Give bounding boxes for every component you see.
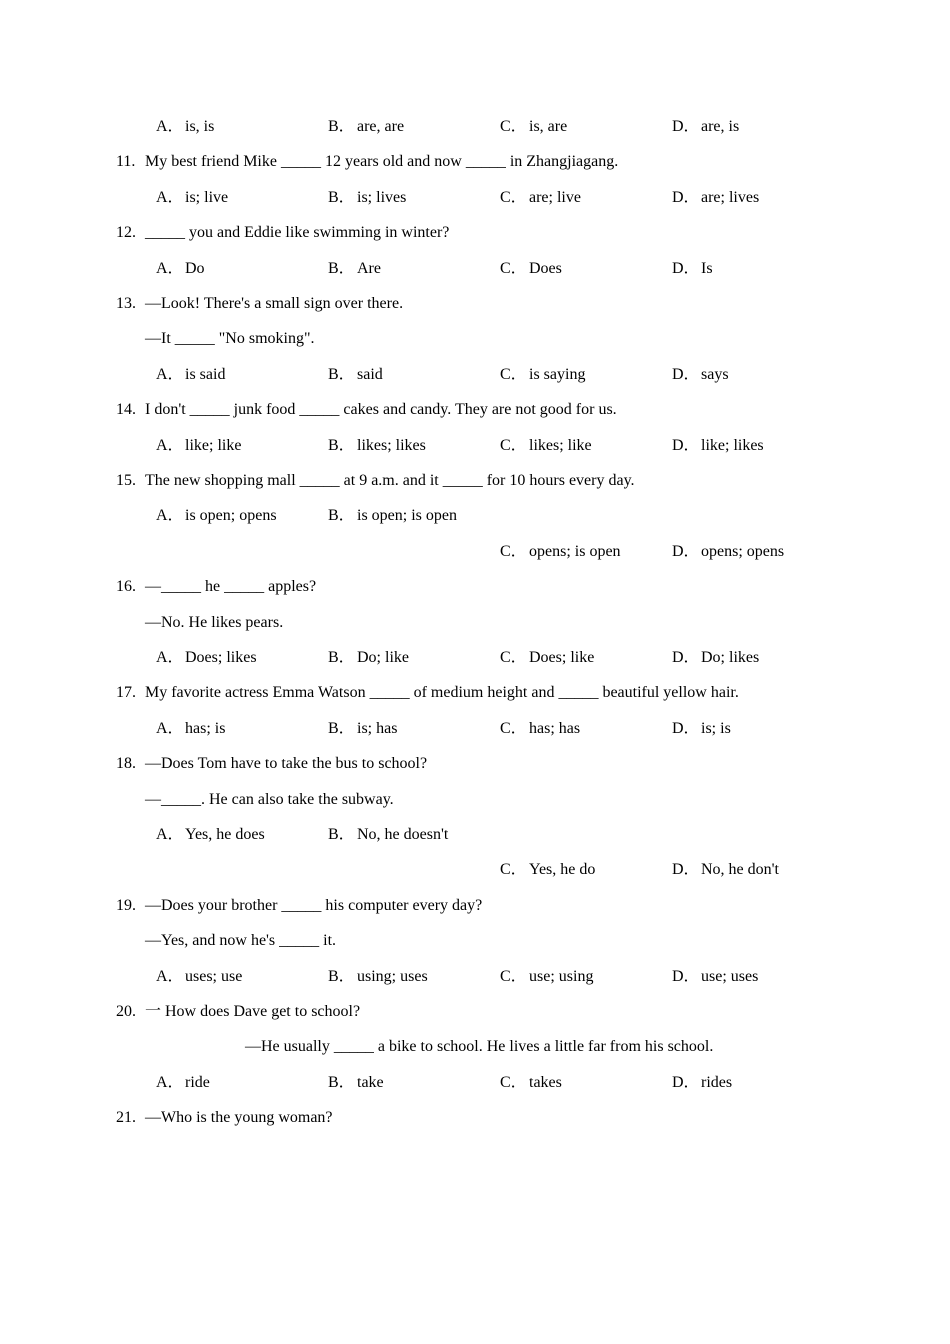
option-letter: C．	[500, 649, 527, 666]
question-text: The new shopping mall _____ at 9 a.m. and it _____ for 10 hours every day.	[145, 472, 635, 489]
question-text: I don't _____ junk food _____ cakes and candy. They are not good for us.	[145, 401, 617, 419]
option-text: likes; likes	[357, 436, 426, 454]
question-text: My favorite actress Emma Watson _____ of medium height and _____ beautiful yellow hair.	[145, 684, 739, 702]
question-number: 21.	[116, 1109, 136, 1127]
option-letter: B．	[328, 118, 355, 135]
option-letter: C．	[500, 719, 527, 737]
option-c	[500, 187, 581, 209]
option-d	[672, 718, 731, 740]
option-letter: B．	[328, 436, 355, 454]
question-number: 17.	[116, 684, 136, 702]
option-letter: D．	[672, 259, 700, 277]
option-a	[156, 505, 277, 527]
option-b	[328, 647, 409, 669]
option-letter: B．	[328, 719, 355, 737]
option-letter: A．	[156, 507, 184, 525]
dialogue-text: —Yes, and now he's _____ it.	[145, 932, 337, 950]
option-text: Do	[185, 259, 205, 277]
option-letter: D．	[672, 188, 700, 206]
option-text: Are	[357, 259, 381, 277]
option-d	[672, 435, 764, 457]
option-a	[156, 824, 265, 846]
option-b	[328, 364, 383, 386]
option-b	[328, 824, 448, 846]
question-number: 14.	[116, 401, 136, 419]
question-text: —Does your brother _____ his computer every day?	[145, 896, 483, 914]
option-c	[500, 435, 592, 457]
option-b	[328, 187, 406, 209]
option-text: is said	[185, 365, 226, 383]
question-number: 16.	[116, 578, 136, 596]
option-letter: B．	[328, 259, 355, 277]
option-text: uses; use	[185, 967, 243, 985]
option-letter: D．	[672, 365, 700, 383]
option-letter: B．	[328, 507, 355, 525]
question-text: My best friend Mike _____ 12 years old and now _____ in Zhangjiagang.	[145, 153, 619, 171]
option-a	[156, 1072, 210, 1094]
option-c	[500, 1072, 562, 1094]
option-d	[672, 541, 784, 563]
option-text: Does; like	[529, 649, 595, 666]
option-text: ride	[185, 1073, 210, 1091]
option-letter: B．	[328, 188, 355, 206]
question-text: —Does Tom have to take the bus to school?	[145, 755, 428, 773]
option-text: Does	[529, 259, 562, 277]
option-text: says	[701, 365, 729, 383]
option-text: Yes, he do	[529, 861, 596, 879]
question-number: 15.	[116, 472, 136, 489]
question-number: 18.	[116, 755, 136, 773]
option-b	[328, 435, 426, 457]
option-letter: B．	[328, 967, 355, 985]
option-letter: D．	[672, 542, 700, 560]
option-letter: D．	[672, 436, 700, 454]
option-letter: A．	[156, 719, 184, 737]
option-text: use; uses	[701, 967, 759, 985]
dialogue-text: —He usually _____ a bike to school. He lives a little far from his school.	[245, 1038, 714, 1056]
option-text: is saying	[529, 365, 586, 383]
option-letter: B．	[328, 365, 355, 383]
option-text: is open; opens	[185, 507, 277, 525]
option-d	[672, 258, 713, 280]
option-a	[156, 364, 225, 386]
option-text: like; likes	[701, 436, 764, 454]
option-text: is; has	[357, 719, 398, 737]
option-text: using; uses	[357, 967, 428, 985]
question-text: —Who is the young woman?	[145, 1109, 333, 1127]
option-b	[328, 966, 428, 988]
option-text: No, he don't	[701, 861, 779, 879]
option-text: opens; is open	[529, 542, 621, 560]
option-letter: B．	[328, 826, 355, 843]
option-b	[328, 258, 381, 280]
question-number: 11.	[116, 153, 136, 171]
option-d	[672, 187, 759, 209]
option-d	[672, 1072, 732, 1094]
option-text: Does; likes	[185, 649, 257, 666]
option-text: Is	[701, 259, 713, 277]
option-c	[500, 541, 621, 563]
option-text: said	[357, 365, 383, 383]
option-b	[328, 718, 397, 740]
option-text: is, are	[529, 118, 568, 135]
question-number: 20.	[116, 1003, 136, 1020]
option-a	[156, 435, 241, 457]
option-d	[672, 966, 758, 988]
option-letter: A．	[156, 967, 184, 985]
option-letter: C．	[500, 1073, 527, 1091]
option-letter: C．	[500, 861, 527, 879]
option-letter: C．	[500, 259, 527, 277]
option-c	[500, 647, 594, 669]
option-text: opens; opens	[701, 542, 785, 560]
option-c	[500, 364, 585, 386]
option-letter: B．	[328, 1073, 355, 1091]
option-c	[500, 718, 580, 740]
question-text: —Look! There's a small sign over there.	[145, 295, 404, 312]
option-text: is; lives	[357, 188, 407, 206]
option-letter: A．	[156, 118, 184, 135]
option-text: are, is	[701, 118, 740, 135]
option-text: has; is	[185, 719, 226, 737]
option-text: takes	[529, 1073, 562, 1091]
option-c	[500, 258, 562, 280]
question-number: 19.	[116, 896, 136, 914]
option-letter: B．	[328, 649, 355, 666]
option-a	[156, 966, 242, 988]
option-c	[500, 966, 593, 988]
option-letter: D．	[672, 118, 700, 135]
option-d	[672, 116, 739, 138]
option-text: Yes, he does	[185, 826, 265, 843]
option-text: are, are	[357, 118, 405, 135]
option-letter: A．	[156, 365, 184, 383]
option-text: are; lives	[701, 188, 760, 206]
option-letter: A．	[156, 826, 184, 843]
option-letter: A．	[156, 1073, 184, 1091]
option-text: are; live	[529, 188, 581, 206]
option-text: is open; is open	[357, 507, 457, 525]
option-a	[156, 116, 214, 138]
question-number: 13.	[116, 295, 136, 312]
option-text: is, is	[185, 118, 215, 135]
option-letter: C．	[500, 365, 527, 383]
option-letter: C．	[500, 118, 527, 135]
option-b	[328, 116, 404, 138]
option-a	[156, 258, 205, 280]
option-letter: A．	[156, 188, 184, 206]
option-text: like; like	[185, 436, 242, 454]
option-text: take	[357, 1073, 384, 1091]
option-letter: D．	[672, 1073, 700, 1091]
option-c	[500, 116, 567, 138]
dialogue-text: —_____. He can also take the subway.	[145, 790, 394, 808]
option-d	[672, 859, 779, 881]
option-letter: D．	[672, 861, 700, 879]
option-text: is; is	[701, 719, 731, 737]
option-text: is; live	[185, 188, 229, 206]
option-letter: A．	[156, 436, 184, 454]
dialogue-text: —It _____ "No smoking".	[145, 330, 315, 348]
option-letter: A．	[156, 259, 184, 277]
option-letter: C．	[500, 967, 527, 985]
option-letter: D．	[672, 967, 700, 985]
option-letter: C．	[500, 436, 527, 454]
option-c	[500, 859, 595, 881]
option-letter: C．	[500, 188, 527, 206]
option-text: likes; like	[529, 436, 592, 454]
option-text: use; using	[529, 967, 594, 985]
question-text: _____ you and Eddie like swimming in winter?	[145, 224, 450, 242]
option-a	[156, 718, 225, 740]
option-b	[328, 505, 457, 527]
dialogue-text: —No. He likes pears.	[145, 613, 284, 631]
option-d	[672, 647, 759, 669]
option-b	[328, 1072, 384, 1094]
question-number: 12.	[116, 224, 136, 242]
option-d	[672, 364, 729, 386]
question-text: —_____ he _____ apples?	[145, 578, 317, 596]
option-text: has; has	[529, 719, 581, 737]
option-a	[156, 647, 257, 669]
option-letter: D．	[672, 649, 700, 666]
option-text: Do; likes	[701, 649, 760, 666]
option-a	[156, 187, 228, 209]
option-letter: C．	[500, 542, 527, 560]
option-letter: D．	[672, 719, 700, 737]
option-text: No, he doesn't	[357, 826, 449, 843]
option-letter: A．	[156, 649, 184, 666]
option-text: rides	[701, 1073, 733, 1091]
question-text: 一 How does Dave get to school?	[145, 1003, 361, 1020]
option-text: Do; like	[357, 649, 409, 666]
